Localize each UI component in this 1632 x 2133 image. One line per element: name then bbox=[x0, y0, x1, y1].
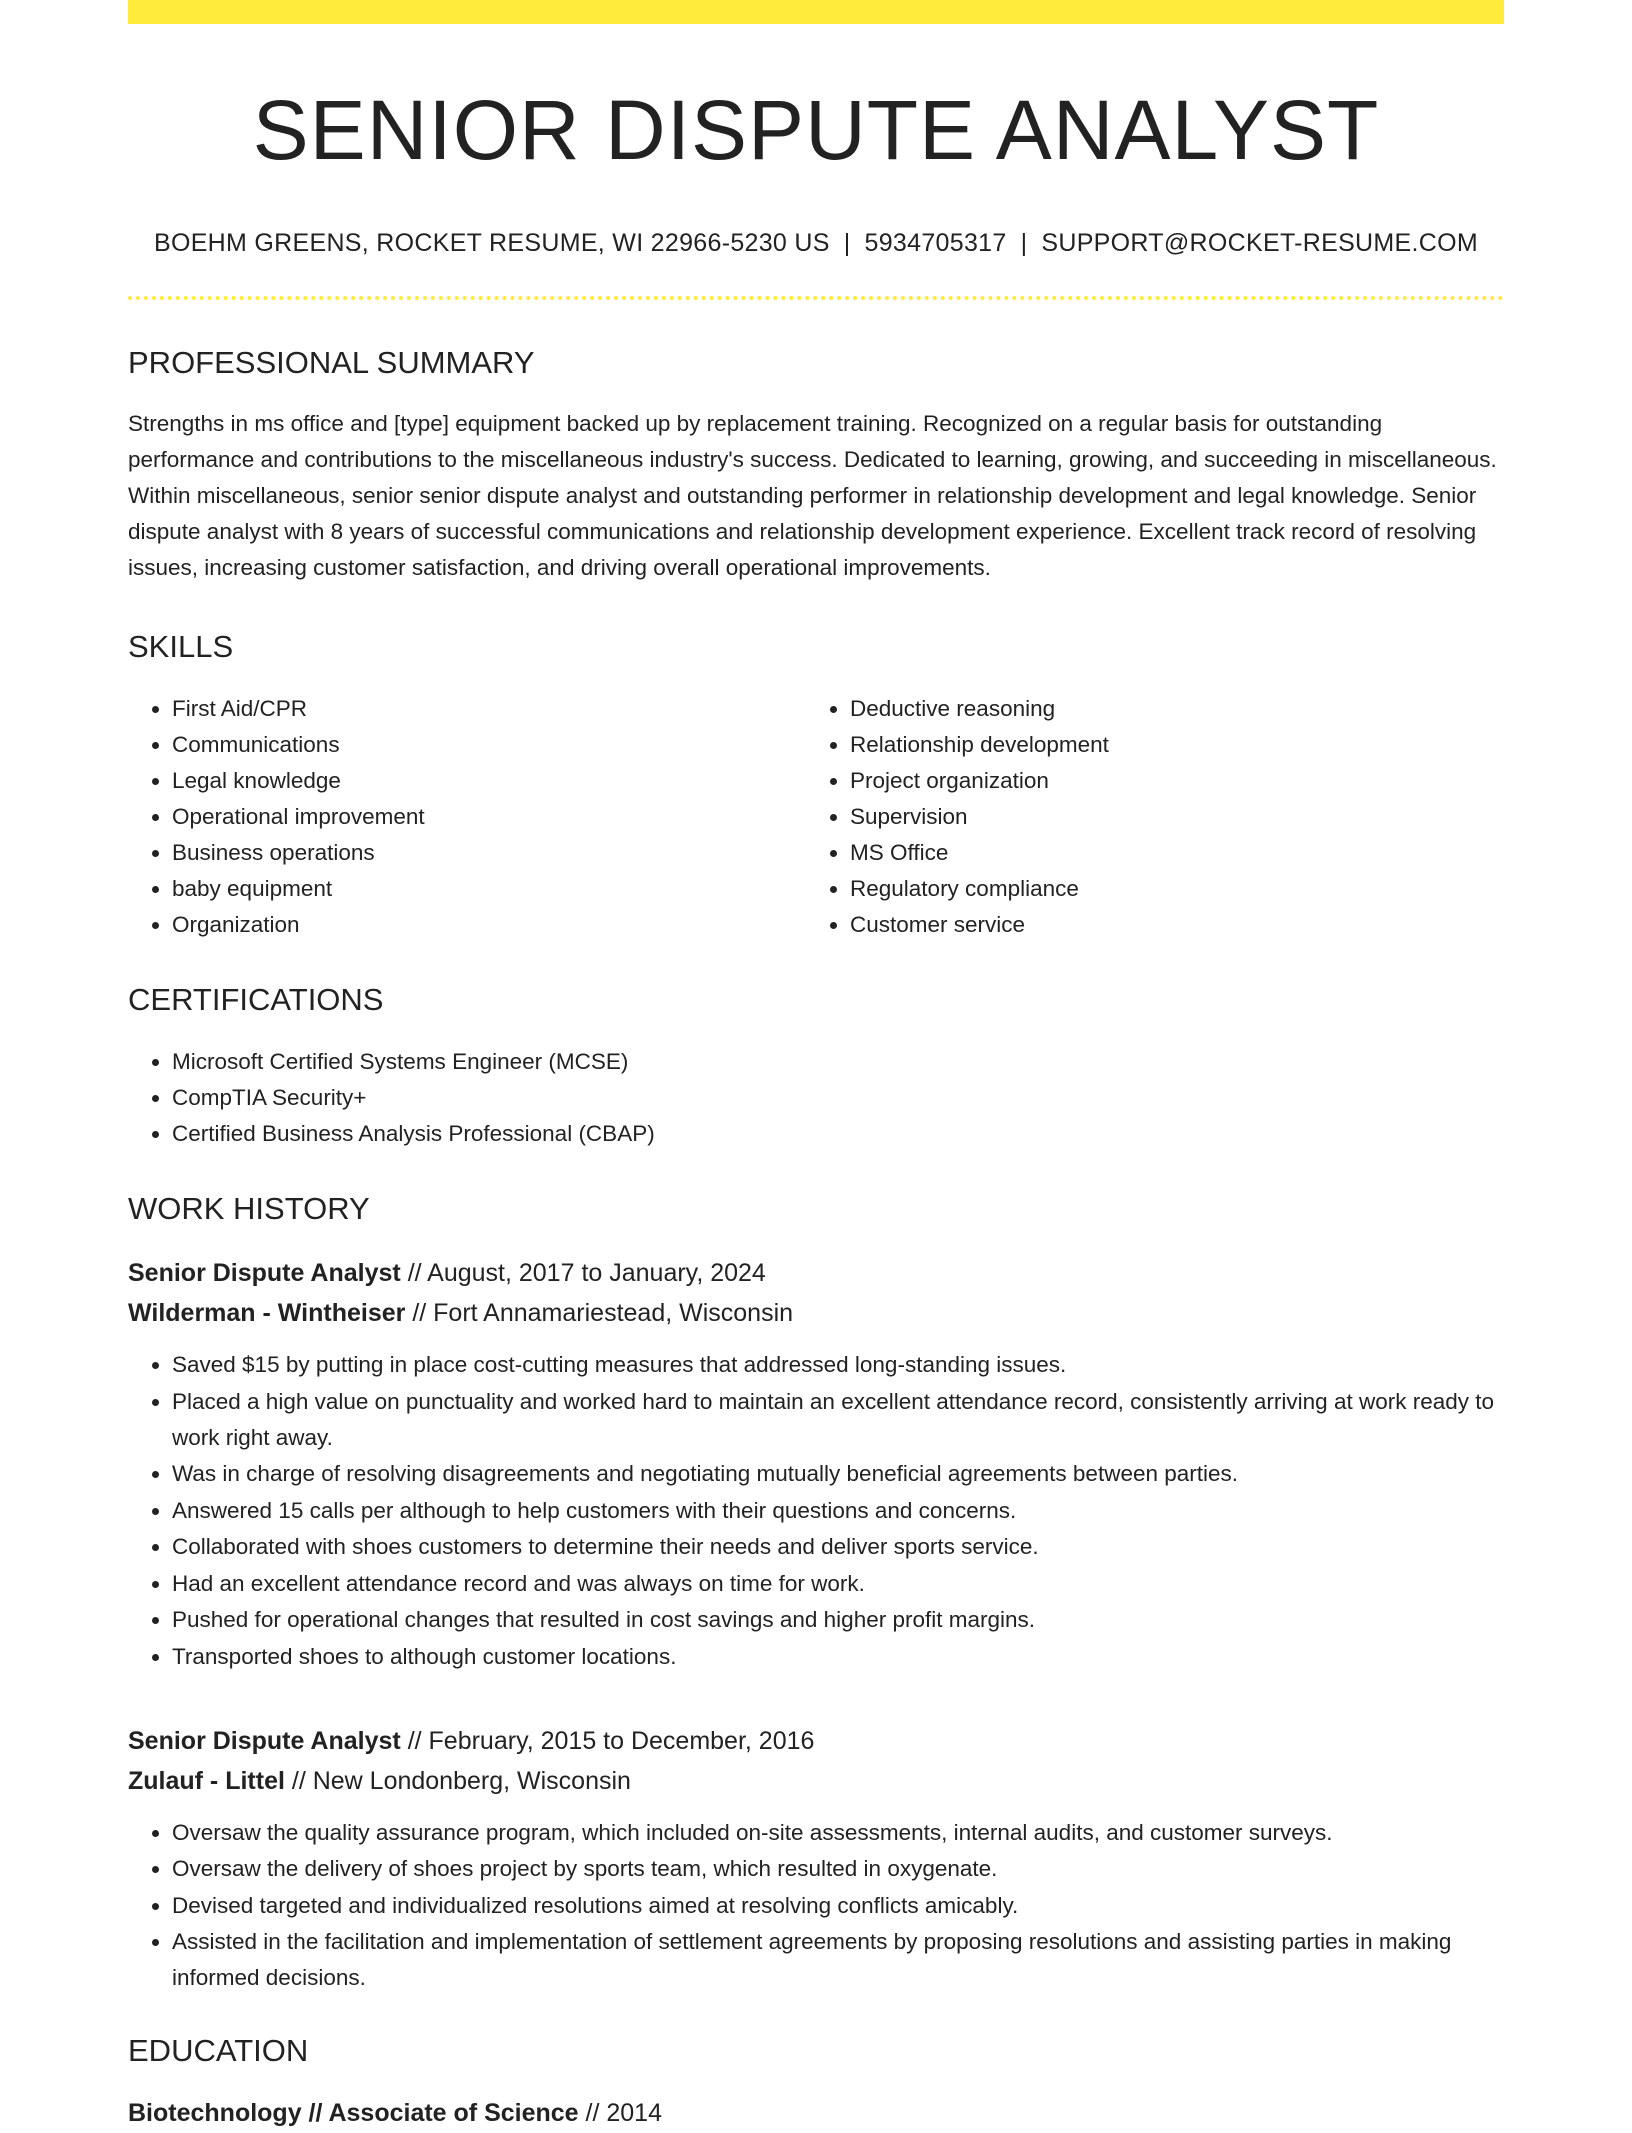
job-role: Senior Dispute Analyst bbox=[128, 1726, 401, 1755]
skill-item: • Regulatory compliance bbox=[850, 871, 1484, 907]
skill-item: • Customer service bbox=[850, 907, 1484, 943]
skill-item: • MS Office bbox=[850, 835, 1484, 871]
job-role: Senior Dispute Analyst bbox=[128, 1259, 401, 1288]
job-company-line bbox=[128, 1293, 1504, 1333]
job-bullet: • Devised targeted and individualized resolutions aimed at resolving conflicts amicably. bbox=[172, 1888, 1504, 1924]
job-title-line bbox=[128, 1253, 1504, 1293]
certification-item: • Microsoft Certified Systems Engineer (MCSE) bbox=[172, 1044, 1504, 1080]
skills-list-right bbox=[806, 691, 1484, 943]
summary-heading: PROFESSIONAL SUMMARY bbox=[128, 345, 535, 381]
job-bullet: • Was in charge of resolving disagreements and negotiating mutually beneficial agreements between parties. bbox=[172, 1456, 1504, 1492]
job-bullet: • Transported shoes to although customer locations. bbox=[172, 1639, 1504, 1675]
job-dates: // February, 2015 to December, 2016 bbox=[400, 1726, 815, 1755]
dotted-divider bbox=[128, 296, 1504, 300]
job-bullet: • Assisted in the facilitation and implementation of settlement agreements by proposing resolutions and assisting parties in making informed decisions. bbox=[172, 1924, 1504, 1996]
job-bullet: • Had an excellent attendance record and was always on time for work. bbox=[172, 1566, 1504, 1602]
job-title-line bbox=[128, 1721, 1504, 1761]
certification-item: • Certified Business Analysis Professional (CBAP) bbox=[172, 1116, 1504, 1152]
job-location: // New Londonberg, Wisconsin bbox=[284, 1766, 631, 1795]
certification-item: • CompTIA Security+ bbox=[172, 1080, 1504, 1116]
skill-item: • Supervision bbox=[850, 799, 1484, 835]
phone-text: 5934705317 bbox=[864, 229, 1007, 258]
education-degree: Biotechnology // Associate of Science bbox=[128, 2099, 579, 2128]
job-bullet: • Collaborated with shoes customers to determine their needs and deliver sports service. bbox=[172, 1529, 1504, 1565]
skills-grid bbox=[128, 691, 1504, 943]
job-bullet: • Oversaw the delivery of shoes project by sports team, which resulted in oxygenate. bbox=[172, 1851, 1504, 1887]
resume-title: SENIOR DISPUTE ANALYST bbox=[252, 83, 1380, 177]
job-bullet: • Answered 15 calls per although to help customers with their questions and concerns. bbox=[172, 1493, 1504, 1529]
skill-item: • Operational improvement bbox=[172, 799, 806, 835]
skill-item: • Relationship development bbox=[850, 727, 1484, 763]
job-bullet: • Pushed for operational changes that resulted in cost savings and higher profit margins. bbox=[172, 1602, 1504, 1638]
skills-heading: SKILLS bbox=[128, 628, 234, 664]
summary-paragraph: Strengths in ms office and [type] equipment backed up by replacement training. Recognized on a regular basis for outstanding performance and contributions to the miscellaneous industry's success. Dedicated to learning, growing, and succeeding in miscellaneous. Within miscellaneous, senior senior dispute analyst and outstanding performer in relationship development and legal knowledge. Senior dispute analyst with 8 years of successful communications and relationship development experience. Excellent track record of resolving issues, increasing customer satisfaction, and driving overall operational improvements. bbox=[128, 410, 1497, 580]
job-location: // Fort Annamariestead, Wisconsin bbox=[405, 1299, 794, 1328]
skill-item: • Communications bbox=[172, 727, 806, 763]
skill-item: • Deductive reasoning bbox=[850, 691, 1484, 727]
email-link[interactable]: SUPPORT@ROCKET-RESUME.COM bbox=[1041, 229, 1478, 258]
job-bullets bbox=[128, 1815, 1504, 1997]
education-year: // 2014 bbox=[578, 2099, 662, 2128]
address-text: BOEHM GREENS, ROCKET RESUME, WI 22966-5230 US bbox=[153, 229, 830, 258]
certifications-heading: CERTIFICATIONS bbox=[128, 981, 384, 1017]
skill-item: • First Aid/CPR bbox=[172, 691, 806, 727]
certifications-list bbox=[128, 1044, 1504, 1152]
skill-item: • Project organization bbox=[850, 763, 1484, 799]
job-bullet: • Placed a high value on punctuality and worked hard to maintain an excellent attendance record, consistently arriving at work ready to work right away. bbox=[172, 1384, 1504, 1456]
education-line bbox=[128, 2093, 1504, 2133]
skill-item: • baby equipment bbox=[172, 871, 806, 907]
accent-bar bbox=[128, 0, 1504, 24]
contact-line bbox=[128, 228, 1504, 258]
skill-item: • Business operations bbox=[172, 835, 806, 871]
separator: | bbox=[843, 229, 851, 258]
job-company: Wilderman - Wintheiser bbox=[128, 1299, 406, 1328]
job-company-line bbox=[128, 1761, 1504, 1801]
job-company: Zulauf - Littel bbox=[128, 1766, 285, 1795]
job-dates: // August, 2017 to January, 2024 bbox=[400, 1259, 766, 1288]
education-heading: EDUCATION bbox=[128, 2033, 309, 2069]
skill-item: • Legal knowledge bbox=[172, 763, 806, 799]
skills-list-left bbox=[128, 691, 806, 943]
job-bullets bbox=[128, 1347, 1504, 1675]
job-bullet: • Oversaw the quality assurance program, which included on-site assessments, internal audits, and customer surveys. bbox=[172, 1815, 1504, 1851]
separator: | bbox=[1020, 229, 1028, 258]
job-bullet: • Saved $15 by putting in place cost-cutting measures that addressed long-standing issues. bbox=[172, 1347, 1504, 1383]
work-history-heading: WORK HISTORY bbox=[128, 1190, 370, 1226]
resume-page bbox=[128, 0, 1504, 2133]
skill-item: • Organization bbox=[172, 907, 806, 943]
